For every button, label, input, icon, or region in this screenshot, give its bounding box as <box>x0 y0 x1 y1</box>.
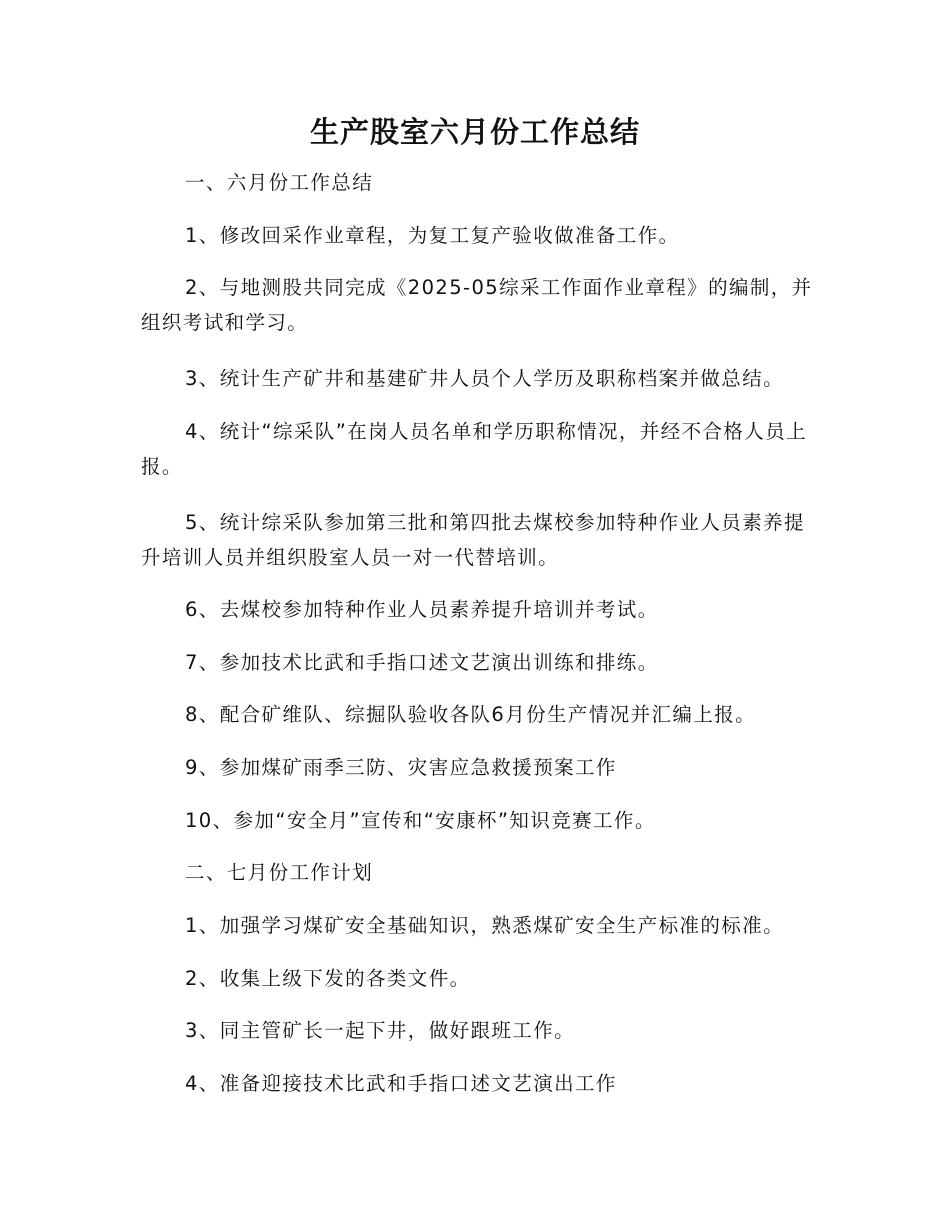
summary-item-6: 6、去煤校参加特种作业人员素养提升培训并考试。 <box>185 598 659 621</box>
plan-item-3: 3、同主管矿长一起下井，做好跟班工作。 <box>185 1019 576 1042</box>
summary-item-9: 9、参加煤矿雨季三防、灾害应急救援预案工作 <box>185 756 617 779</box>
summary-item-4: 4、统计“综采队”在岗人员名单和学历职称情况，并经不合格人员上报。 <box>141 420 808 478</box>
summary-item-5: 5、统计综采队参加第三批和第四批去煤校参加特种作业人员素养提升培训人员并组织股室人员一对一代替培训。 <box>141 511 805 569</box>
summary-item-7: 7、参加技术比武和手指口述文艺演出训练和排练。 <box>185 651 659 674</box>
plan-item-4: 4、准备迎接技术比武和手指口述文艺演出工作 <box>185 1072 617 1095</box>
summary-item-8: 8、配合矿维队、综掘队验收各队6月份生产情况并汇编上报。 <box>185 703 757 726</box>
plan-item-2: 2、收集上级下发的各类文件。 <box>185 967 471 990</box>
plan-item-1: 1、加强学习煤矿安全基础知识，熟悉煤矿安全生产标准的标准。 <box>185 914 785 937</box>
section-heading-july-plan: 二、七月份工作计划 <box>185 861 374 884</box>
document-title: 生产股室六月份工作总结 <box>309 115 640 149</box>
summary-item-10: 10、参加“安全月”宣传和“安康杯”知识竞赛工作。 <box>185 809 656 832</box>
summary-item-2: 2、与地测股共同完成《2025-05综采工作面作业章程》的编制，并组织考试和学习。 <box>141 276 813 334</box>
summary-item-1: 1、修改回采作业章程，为复工复产验收做准备工作。 <box>185 224 680 247</box>
summary-item-3: 3、统计生产矿井和基建矿井人员个人学历及职称档案并做总结。 <box>185 367 785 390</box>
section-heading-june-summary: 一、六月份工作总结 <box>185 171 374 194</box>
